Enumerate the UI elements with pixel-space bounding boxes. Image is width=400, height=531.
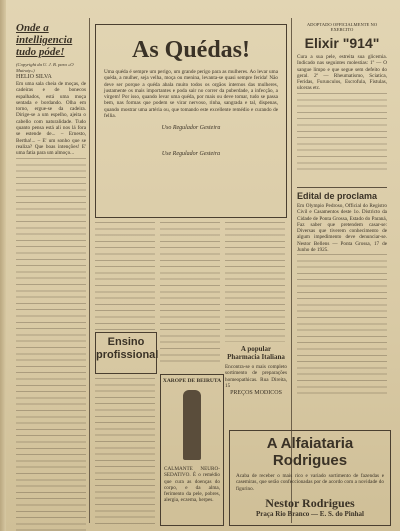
edital-title: Edital de proclama	[297, 191, 378, 201]
pharmacia-ad	[225, 345, 287, 430]
column-text-a	[95, 222, 155, 342]
ad-xarope	[160, 374, 224, 526]
column-story	[16, 0, 86, 531]
column-divider	[89, 18, 90, 523]
elixir-header: ADOPTADO OFFICIALMENTE NO EXERCITO	[306, 22, 378, 32]
ensino-title: Ensino profissional	[96, 336, 159, 361]
story-body: Em uma sala cheia de moças, de cadeiras e de bonecos espalhados, está uma moça sentada e bordando. Olha em torno, ergue-se da cadeira. Dirige-se a um espelho, ajeita o cabello com naturalidade. Tudo quanto pensa está ali nos lá fora se estende de... – Ernesto, Bertha!... – E' um sonho que se realiza? Que boas intenções! E' uma fatia para um almoço...	[16, 81, 86, 157]
edital-body: Em Olympio Pedroso, Official do Registro Civil e Casamentos deste 1o. Districto da Cidade de Ponta Grossa, Estado do Paraná, Faz saber que pretendem casar-se: Diversas que tiverem conhecimento de algum impedimento deve denunciar-se. Nestor Bellens — Ponta Grossa, 17 de Junho de 1925.	[297, 203, 387, 254]
column-text-c	[225, 222, 285, 342]
ensino-box	[95, 332, 157, 374]
elixir-text-filler	[297, 93, 387, 173]
divider	[297, 187, 387, 188]
xarope-title: XAROPE DE BEIRUTA	[162, 378, 222, 384]
ad-as-quedas-body: Uma quéda é sempre um perigo, um grande perigo para as mulheres. Ao levar uma quéda, a mulher, seja velha, moça ou menina, levanta-se quasi sempre ferida! Não deve ser porque a quéda abala muito todos os orgãos internos das mulheres, justamente os mais importantes e poda sair no correr da puberdade, a infecção, a virgem! Por isso, quando levar uma quéda, por mais ou deve tomar, tudo se passa bem, nas formas que podem se virar nervoso, rinha, sangrada e tal, dispenas, quando mostrar uma artéria ou, que tomando este excellente remédio e curando de fellia.	[104, 69, 278, 120]
text-block	[160, 222, 220, 362]
xarope-body: CALMANTE NEURO-SEDATIVO. É o remédio que cura as doenças do corpo, e da alma, ferimento da pele, pobres, alergia, eczema, herpes.	[164, 466, 220, 504]
story-author: HELIO SILVA	[16, 74, 52, 80]
ensino-body	[95, 378, 155, 526]
column-text-b	[160, 222, 220, 362]
pharmacia-title: A popular Pharmacia Italiana	[227, 345, 285, 361]
pharmacia-body: Encontra-se o mais completo sortimento de preparações homeopathicas. Rua Direita, 15	[225, 364, 287, 389]
ad-as-quedas-remedy: Uso Regulador Gesteira	[161, 125, 221, 132]
alfaiataria-title: A Alfaiataria Rodrigues	[266, 435, 354, 469]
alfaiataria-body: Acaba de receber o mais rico e variado sortimento de fazendas e casemiras, que serão confeccionadas por de acordo com a novidade do figurino.	[236, 473, 384, 492]
ad-as-quedas	[95, 24, 287, 218]
ad-elixir	[297, 22, 387, 182]
bottle-illustration	[183, 390, 201, 460]
story-body-filler	[16, 158, 86, 531]
alfaiataria-owner: Nestor Rodrigues	[265, 495, 355, 510]
ad-as-quedas-footer: Use Regulador Gesteira	[161, 151, 221, 158]
story-subtitle: (Copyright da U. J. B. para «O Muiraty»)	[16, 62, 74, 73]
pharmacia-prices: PREÇOS MODICOS	[230, 390, 282, 397]
ad-alfaiataria	[229, 430, 391, 526]
elixir-body: Cura a sua pele, estreita sua glicemia. Indicado nas seguintes molestias: 1º — O sangue limpo e que segue sem defeito do geral. 2º — Rheumatismo, Sciatica, Feridas, Furunculos, Escrofula, Fistulas, ulceras etc.	[297, 54, 387, 92]
edital-text-filler	[297, 254, 387, 394]
edital-section	[297, 184, 387, 424]
text-block	[225, 222, 285, 342]
alfaiataria-address: Praça Rio Branco — E. S. do Pinhal	[256, 509, 364, 518]
ad-as-quedas-title: As Quédas!	[131, 37, 251, 63]
story-title: Onde a intelligencia tudo póde!	[16, 22, 73, 58]
elixir-title: Elixir "914"	[304, 35, 380, 51]
text-block	[95, 222, 155, 332]
page-fold-shadow	[0, 0, 6, 531]
